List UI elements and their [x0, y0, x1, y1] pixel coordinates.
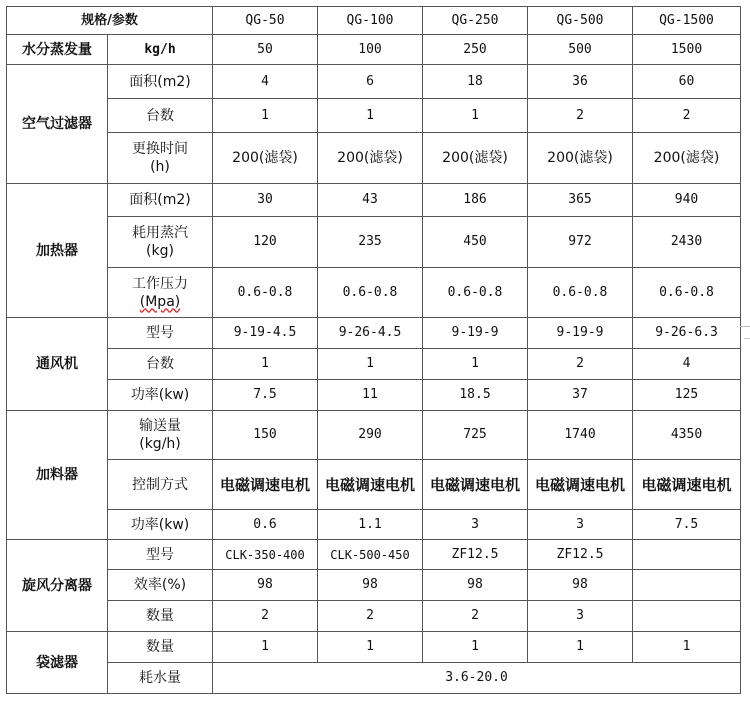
table-cell: 1	[318, 632, 423, 663]
table-cell: 98	[213, 570, 318, 601]
table-row	[7, 217, 741, 268]
table-cell: 250	[423, 35, 528, 65]
table-row	[7, 632, 741, 663]
table-cell: 30	[213, 184, 318, 217]
table-row	[7, 268, 741, 318]
table-row	[7, 570, 741, 601]
air-filter-label: 空气过滤器	[7, 65, 108, 184]
table-cell: 290	[318, 411, 423, 460]
table-cell: 7.5	[633, 510, 741, 540]
table-cell: 98	[423, 570, 528, 601]
row-label	[108, 411, 213, 460]
table-cell: 1	[423, 99, 528, 133]
table-cell: 9-19-9	[528, 318, 633, 349]
table-cell: 200(滤袋)	[528, 133, 633, 184]
table-cell: 7.5	[213, 380, 318, 411]
table-cell: 1	[528, 632, 633, 663]
row-label: 效率(%)	[108, 570, 213, 601]
table-cell: 2	[318, 601, 423, 632]
table-row	[7, 601, 741, 632]
table-cell: 18	[423, 65, 528, 99]
table-cell: 9-19-4.5	[213, 318, 318, 349]
table-cell: 98	[528, 570, 633, 601]
water-consumption-value: 3.6-20.0	[213, 663, 741, 694]
water-evap-unit: kg/h	[108, 35, 213, 65]
row-label	[108, 133, 213, 184]
table-cell: 200(滤袋)	[423, 133, 528, 184]
row-label: 面积(m2)	[108, 184, 213, 217]
table-cell: 2430	[633, 217, 741, 268]
page-edge-mark	[740, 326, 750, 327]
table-cell: 9-26-6.3	[633, 318, 741, 349]
table-cell: 36	[528, 65, 633, 99]
page-edge-mark	[744, 338, 750, 339]
water-evap-label: 水分蒸发量	[7, 35, 108, 65]
row-label-unit: (h)	[150, 159, 170, 175]
model-header: QG-500	[528, 7, 633, 35]
table-row	[7, 35, 741, 65]
table-cell: 2	[528, 349, 633, 380]
table-cell: 50	[213, 35, 318, 65]
table-cell: 1	[213, 632, 318, 663]
model-header: QG-250	[423, 7, 528, 35]
table-cell: 43	[318, 184, 423, 217]
table-cell: 98	[318, 570, 423, 601]
table-cell: 9-26-4.5	[318, 318, 423, 349]
table-cell: 120	[213, 217, 318, 268]
table-cell	[633, 540, 741, 570]
row-label: 耗水量	[108, 663, 213, 694]
table-cell: 150	[213, 411, 318, 460]
table-cell: 3	[528, 601, 633, 632]
table-cell: ZF12.5	[423, 540, 528, 570]
table-cell: 2	[213, 601, 318, 632]
table-cell	[633, 601, 741, 632]
feeder-label: 加料器	[7, 411, 108, 540]
row-label-line: 更换时间	[132, 141, 188, 157]
spec-table	[6, 6, 741, 694]
row-label: 控制方式	[108, 460, 213, 510]
row-label: 数量	[108, 632, 213, 663]
table-cell: 972	[528, 217, 633, 268]
row-label-unit: (kg/h)	[139, 436, 181, 452]
table-cell: 0.6	[213, 510, 318, 540]
table-row	[7, 411, 741, 460]
row-label: 数量	[108, 601, 213, 632]
header-spec-label: 规格/参数	[7, 7, 213, 35]
table-cell: 1.1	[318, 510, 423, 540]
table-cell: 2	[633, 99, 741, 133]
table-cell: 电磁调速电机	[528, 460, 633, 510]
row-label: 型号	[108, 318, 213, 349]
table-cell: 37	[528, 380, 633, 411]
table-cell: 125	[633, 380, 741, 411]
table-cell: 450	[423, 217, 528, 268]
table-cell: 200(滤袋)	[318, 133, 423, 184]
table-cell: 200(滤袋)	[633, 133, 741, 184]
fan-label: 通风机	[7, 318, 108, 411]
table-cell: 1500	[633, 35, 741, 65]
table-cell: 365	[528, 184, 633, 217]
table-row	[7, 65, 741, 99]
table-cell: 500	[528, 35, 633, 65]
table-cell: 6	[318, 65, 423, 99]
table-cell: 100	[318, 35, 423, 65]
table-cell: 60	[633, 65, 741, 99]
row-label	[108, 268, 213, 318]
row-label-unit: (Mpa)	[139, 293, 181, 310]
table-cell: ZF12.5	[528, 540, 633, 570]
row-label: 功率(kw)	[108, 380, 213, 411]
table-cell: 4	[213, 65, 318, 99]
table-row	[7, 318, 741, 349]
table-row	[7, 663, 741, 694]
table-cell: 2	[528, 99, 633, 133]
row-label-line: 工作压力	[132, 275, 188, 292]
table-cell: 电磁调速电机	[213, 460, 318, 510]
table-cell: 1	[318, 99, 423, 133]
row-label: 台数	[108, 99, 213, 133]
table-cell	[633, 570, 741, 601]
table-cell: 940	[633, 184, 741, 217]
table-cell: 0.6-0.8	[423, 268, 528, 318]
row-label: 面积(m2)	[108, 65, 213, 99]
row-label	[108, 217, 213, 268]
heater-label: 加热器	[7, 184, 108, 318]
table-cell: 1	[423, 349, 528, 380]
row-label: 台数	[108, 349, 213, 380]
table-cell: 0.6-0.8	[528, 268, 633, 318]
table-cell: 3	[528, 510, 633, 540]
table-cell: 200(滤袋)	[213, 133, 318, 184]
table-row	[7, 510, 741, 540]
table-cell: 18.5	[423, 380, 528, 411]
table-cell: 4350	[633, 411, 741, 460]
header-row	[7, 7, 741, 35]
table-cell: CLK-350-400	[213, 540, 318, 570]
table-cell: 9-19-9	[423, 318, 528, 349]
model-header: QG-100	[318, 7, 423, 35]
table-row	[7, 184, 741, 217]
model-header: QG-50	[213, 7, 318, 35]
table-cell: 2	[423, 601, 528, 632]
table-cell: 电磁调速电机	[318, 460, 423, 510]
row-label: 功率(kw)	[108, 510, 213, 540]
table-row	[7, 540, 741, 570]
table-cell: 电磁调速电机	[633, 460, 741, 510]
table-cell: 11	[318, 380, 423, 411]
row-label-line: 耗用蒸汽	[132, 225, 188, 241]
table-cell: 电磁调速电机	[423, 460, 528, 510]
table-cell: 1	[213, 99, 318, 133]
table-row	[7, 380, 741, 411]
table-row	[7, 460, 741, 510]
table-cell: 235	[318, 217, 423, 268]
row-label-unit: (kg)	[146, 243, 174, 259]
table-cell: 1	[213, 349, 318, 380]
table-cell: 1740	[528, 411, 633, 460]
table-cell: 725	[423, 411, 528, 460]
table-cell: 4	[633, 349, 741, 380]
table-cell: 3	[423, 510, 528, 540]
table-row	[7, 133, 741, 184]
bag-filter-label: 袋滤器	[7, 632, 108, 694]
table-row	[7, 99, 741, 133]
row-label: 型号	[108, 540, 213, 570]
table-cell: 0.6-0.8	[318, 268, 423, 318]
table-cell: 1	[318, 349, 423, 380]
table-cell: CLK-500-450	[318, 540, 423, 570]
model-header: QG-1500	[633, 7, 741, 35]
table-cell: 1	[633, 632, 741, 663]
row-label-line: 输送量	[139, 418, 181, 434]
cyclone-label: 旋风分离器	[7, 540, 108, 632]
table-cell: 186	[423, 184, 528, 217]
table-cell: 1	[423, 632, 528, 663]
table-cell: 0.6-0.8	[633, 268, 741, 318]
table-cell: 0.6-0.8	[213, 268, 318, 318]
table-row	[7, 349, 741, 380]
